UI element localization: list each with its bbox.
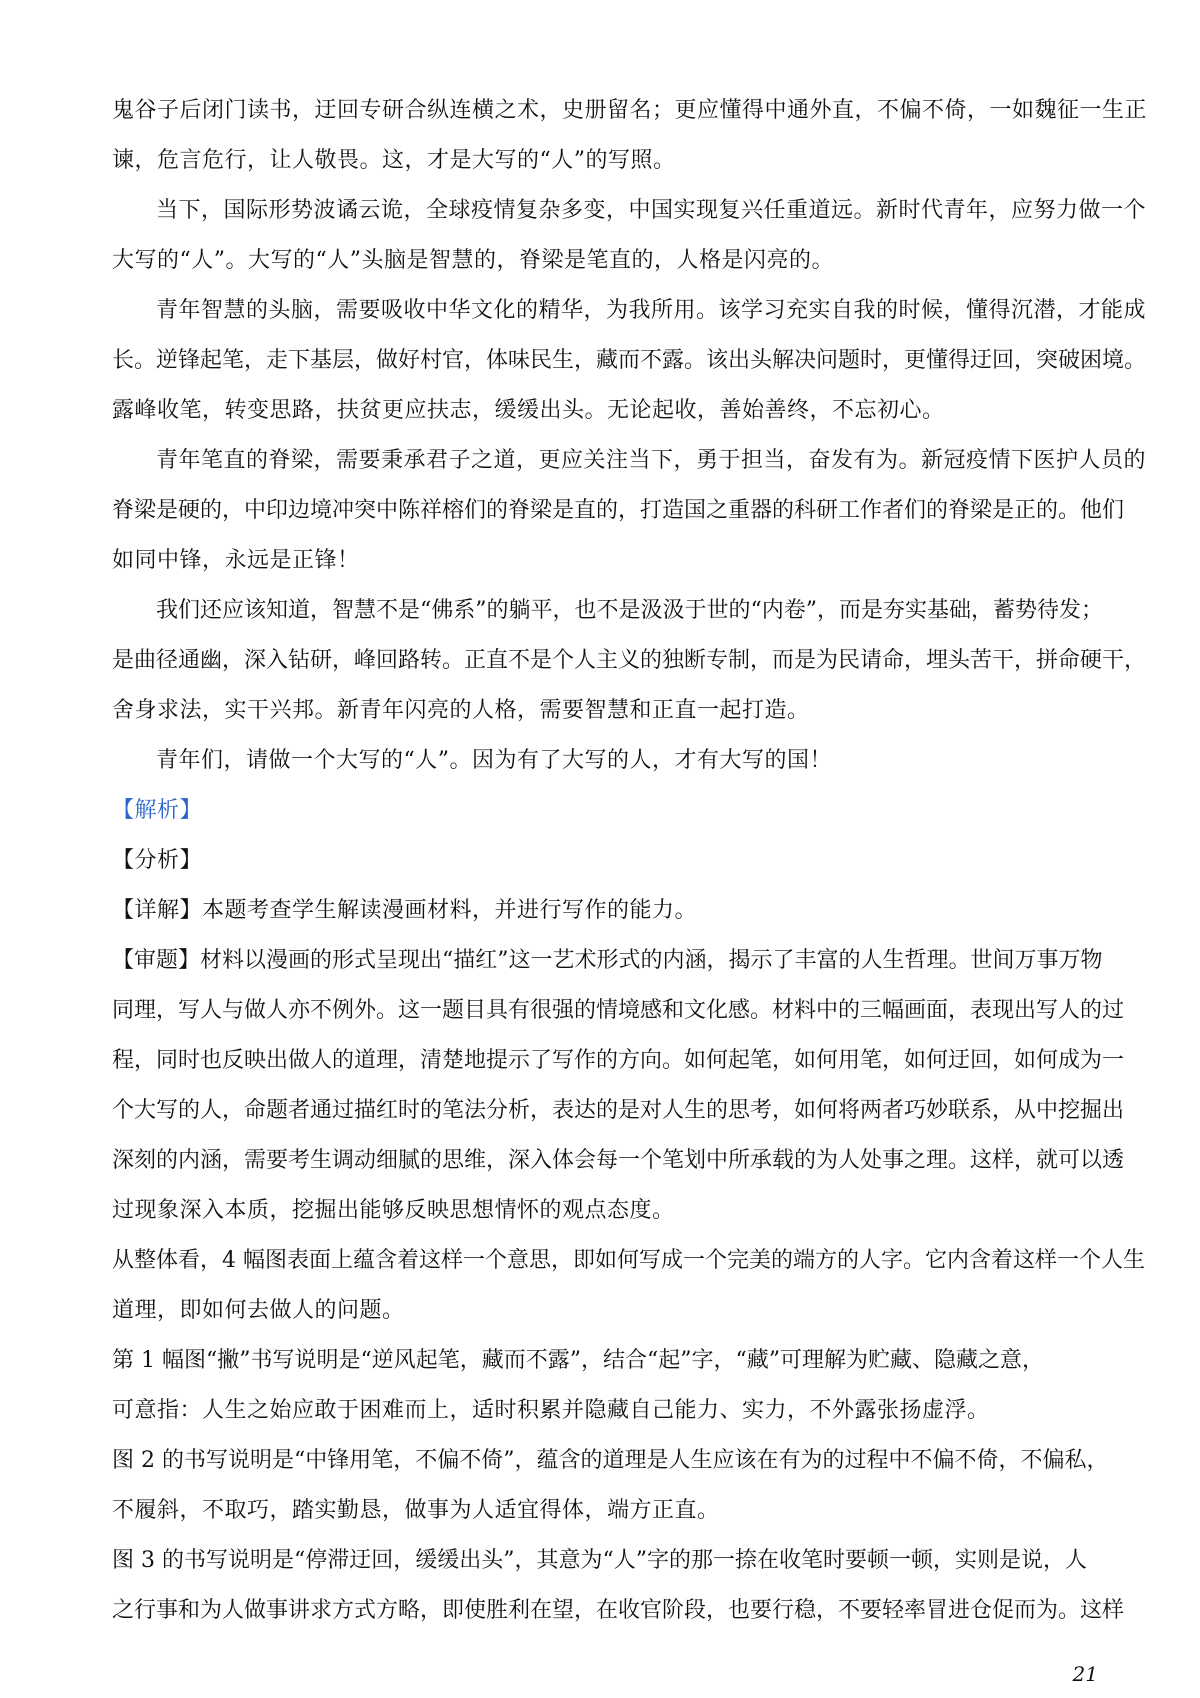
text-line: 之行事和为人做事讲求方式方略，即使胜利在望，在收官阶段，也要行稳，不要轻率冒进仓促而为。这样 [112,1598,1125,1623]
text-line: 道理，即如何去做人的问题。 [112,1298,405,1323]
paragraph-line: 青年笔直的脊梁，需要秉承君子之道，更应关注当下，勇于担当，奋发有为。新冠疫情下医护人员的 [156,448,1147,473]
text-line: 谏，危言危行，让人敬畏。这，才是大写的“人”的写照。 [112,148,676,173]
text-line: 不履斜，不取巧，踏实勤恳，做事为人适宜得体，端方正直。 [112,1498,720,1523]
text-line: 大写的“人”。大写的“人”头脑是智慧的，脊梁是笔直的，人格是闪亮的。 [112,248,834,273]
text-line: 【审题】材料以漫画的形式呈现出“描红”这一艺术形式的内涵，揭示了丰富的人生哲理。世间万事万物 [112,948,1103,973]
paragraph-line: 青年们，请做一个大写的“人”。因为有了大写的人，才有大写的国！ [156,748,832,773]
paragraph-line: 当下，国际形势波谲云诡，全球疫情复杂多变，中国实现复兴任重道远。新时代青年，应努力做一个 [156,198,1147,223]
text-line: 如同中锋，永远是正锋！ [112,548,360,573]
paragraph-line: 我们还应该知道，智慧不是“佛系”的躺平，也不是汲汲于世的“内卷”，而是夯实基础，蓄势待发； [156,598,1103,623]
document-page [112,86,1148,1636]
text-line: 【详解】本题考查学生解读漫画材料，并进行写作的能力。 [112,898,698,923]
text-line: 可意指：人生之始应敢于困难而上，适时积累并隐藏自己能力、实力，不外露张扬虚浮。 [112,1398,990,1423]
text-line: 脊梁是硬的，中印边境冲突中陈祥榕们的脊梁是直的，打造国之重器的科研工作者们的脊梁是正的。他们 [112,498,1125,523]
text-line: 鬼谷子后闭门读书，迂回专研合纵连横之术，史册留名；更应懂得中通外直，不偏不倚，一如魏征一生正 [112,98,1148,123]
text-line: 个大写的人，命题者通过描红时的笔法分析，表达的是对人生的思考，如何将两者巧妙联系，从中挖掘出 [112,1098,1125,1123]
paragraph-line: 青年智慧的头脑，需要吸收中华文化的精华，为我所用。该学习充实自我的时候，懂得沉潜，才能成 [156,298,1147,323]
section-heading: 【分析】 [112,848,203,873]
text-line: 是曲径通幽，深入钻研，峰回路转。正直不是个人主义的独断专制，而是为民请命，埋头苦干，拼命硬干， [112,648,1147,673]
text-line: 图 3 的书写说明是“停滞迂回，缓缓出头”，其意为“人”字的那一捺在收笔时要顿一顿，实则是说，人 [112,1548,1087,1573]
text-line: 长。逆锋起笔，走下基层，做好村官，体味民生，藏而不露。该出头解决问题时，更懂得迂回，突破困境。 [112,348,1147,373]
text-line: 同理，写人与做人亦不例外。这一题目具有很强的情境感和文化感。材料中的三幅画面，表现出写人的过 [112,998,1125,1023]
text-line: 程，同时也反映出做人的道理，清楚地提示了写作的方向。如何起笔，如何用笔，如何迂回，如何成为一 [112,1048,1125,1073]
text-line: 露峰收笔，转变思路，扶贫更应扶志，缓缓出头。无论起收，善始善终，不忘初心。 [112,398,945,423]
text-line: 第 1 幅图“撇”书写说明是“逆风起笔，藏而不露”，结合“起”字，“藏”可理解为贮藏、隐藏之意， [112,1348,1044,1373]
text-line: 图 2 的书写说明是“中锋用笔，不偏不倚”，蕴含的道理是人生应该在有为的过程中不偏不倚，不偏私， [112,1448,1109,1473]
text-line: 从整体看，4 幅图表面上蕴含着这样一个意思，即如何写成一个完美的端方的人字。它内含着这样一个人生 [112,1248,1145,1273]
text-line: 舍身求法，实干兴邦。新青年闪亮的人格，需要智慧和正直一起打造。 [112,698,810,723]
text-line: 过现象深入本质，挖掘出能够反映思想情怀的观点态度。 [112,1198,675,1223]
page-number: 21 [1072,1662,1098,1686]
text-line: 深刻的内涵，需要考生调动细腻的思维，深入体会每一个笔划中所承载的为人处事之理。这样，就可以透 [112,1148,1125,1173]
analysis-heading: 【解析】 [112,798,203,823]
